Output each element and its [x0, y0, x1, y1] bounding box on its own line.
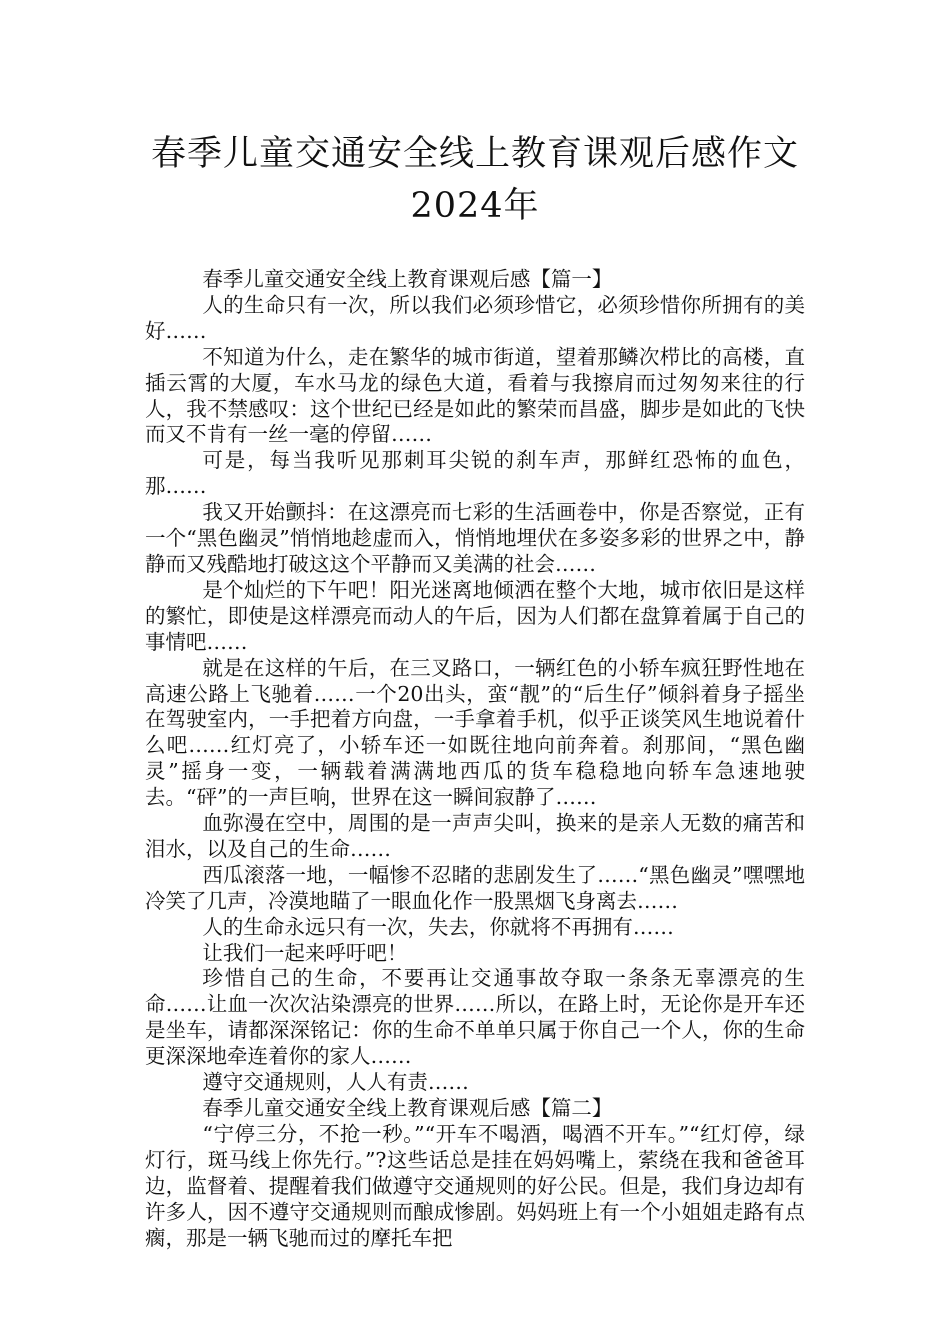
paragraph: 人的生命永远只有一次，失去，你就将不再拥有……	[202, 914, 674, 939]
paragraph: 人的生命只有一次，所以我们必须珍惜它，必须珍惜你所拥有的美好……	[145, 292, 805, 343]
document-body	[145, 267, 805, 1251]
title-line-2: 2024年	[410, 186, 540, 226]
paragraph: 遵守交通规则，人人有责……	[202, 1070, 469, 1095]
paragraph: 不知道为什么，走在繁华的城市街道，望着那鳞次栉比的高楼，直插云霄的大厦，车水马龙的绿色大道，看着与我擦肩而过匆匆来往的行人，我不禁感叹：这个世纪已经是如此的繁荣而昌盛，脚步是如此的飞快而又不肯有一丝一毫的停留……	[145, 344, 805, 447]
section-heading-1: 春季儿童交通安全线上教育课观后感【篇一】	[202, 267, 613, 291]
document-page	[145, 128, 805, 1251]
document-title	[145, 128, 805, 232]
paragraph: 珍惜自己的生命，不要再让交通事故夺取一条条无辜漂亮的生命……让血一次次沾染漂亮的世界……所以，在路上时，无论你是开车还是坐车，请都深深铭记：你的生命不单单只属于你自己一个人，你的生命更深深地牵连着你的家人……	[145, 966, 805, 1069]
paragraph: 西瓜滚落一地，一幅惨不忍睹的悲剧发生了……“黑色幽灵”嘿嘿地冷笑了几声，冷漠地瞄了一眼血化作一股黑烟飞身离去……	[145, 862, 805, 913]
paragraph: 是个灿烂的下午吧！阳光迷离地倾洒在整个大地，城市依旧是这样的繁忙，即使是这样漂亮而动人的午后，因为人们都在盘算着属于自己的事情吧……	[145, 577, 805, 654]
paragraph: 我又开始颤抖：在这漂亮而七彩的生活画卷中，你是否察觉，正有一个“黑色幽灵”悄悄地趁虚而入，悄悄地埋伏在多姿多彩的世界之中，静静而又残酷地打破这这个平静而又美满的社会……	[145, 500, 805, 576]
paragraph: 可是，每当我听见那刺耳尖锐的刹车声，那鲜红恐怖的血色，那……	[145, 448, 805, 499]
paragraph: 让我们一起来呼吁吧！	[202, 940, 408, 965]
paragraph: “宁停三分，不抢一秒。”“开车不喝酒，喝酒不开车。”“红灯停，绿灯行，斑马线上你先行。”?这些话总是挂在妈妈嘴上，萦绕在我和爸爸耳边，监督着、提醒着我们做遵守交通规则的好公民。但是，我们身边却有许多人，因不遵守交通规则而酿成惨剧。妈妈班上有一个小姐姐走路有点瘸，那是一辆飞驰而过的摩托车把	[145, 1121, 805, 1250]
paragraph: 就是在这样的午后，在三叉路口，一辆红色的小轿车疯狂野性地在高速公路上飞驰着……一个20出头，蛮“靓”的“后生仔”倾斜着身子摇坐在驾驶室内，一手把着方向盘，一手拿着手机，似乎正谈笑风生地说着什么吧……红灯亮了，小轿车还一如既往地向前奔着。刹那间，“黑色幽灵”摇身一变，一辆载着满满地西瓜的货车稳稳地向轿车急速地驶去。“砰”的一声巨响，世界在这一瞬间寂静了……	[145, 655, 805, 810]
title-line-1: 春季儿童交通安全线上教育课观后感作文	[150, 134, 799, 174]
section-heading-2: 春季儿童交通安全线上教育课观后感【篇二】	[202, 1096, 613, 1120]
paragraph: 血弥漫在空中，周围的是一声声尖叫，换来的是亲人无数的痛苦和泪水，以及自己的生命……	[145, 811, 805, 861]
